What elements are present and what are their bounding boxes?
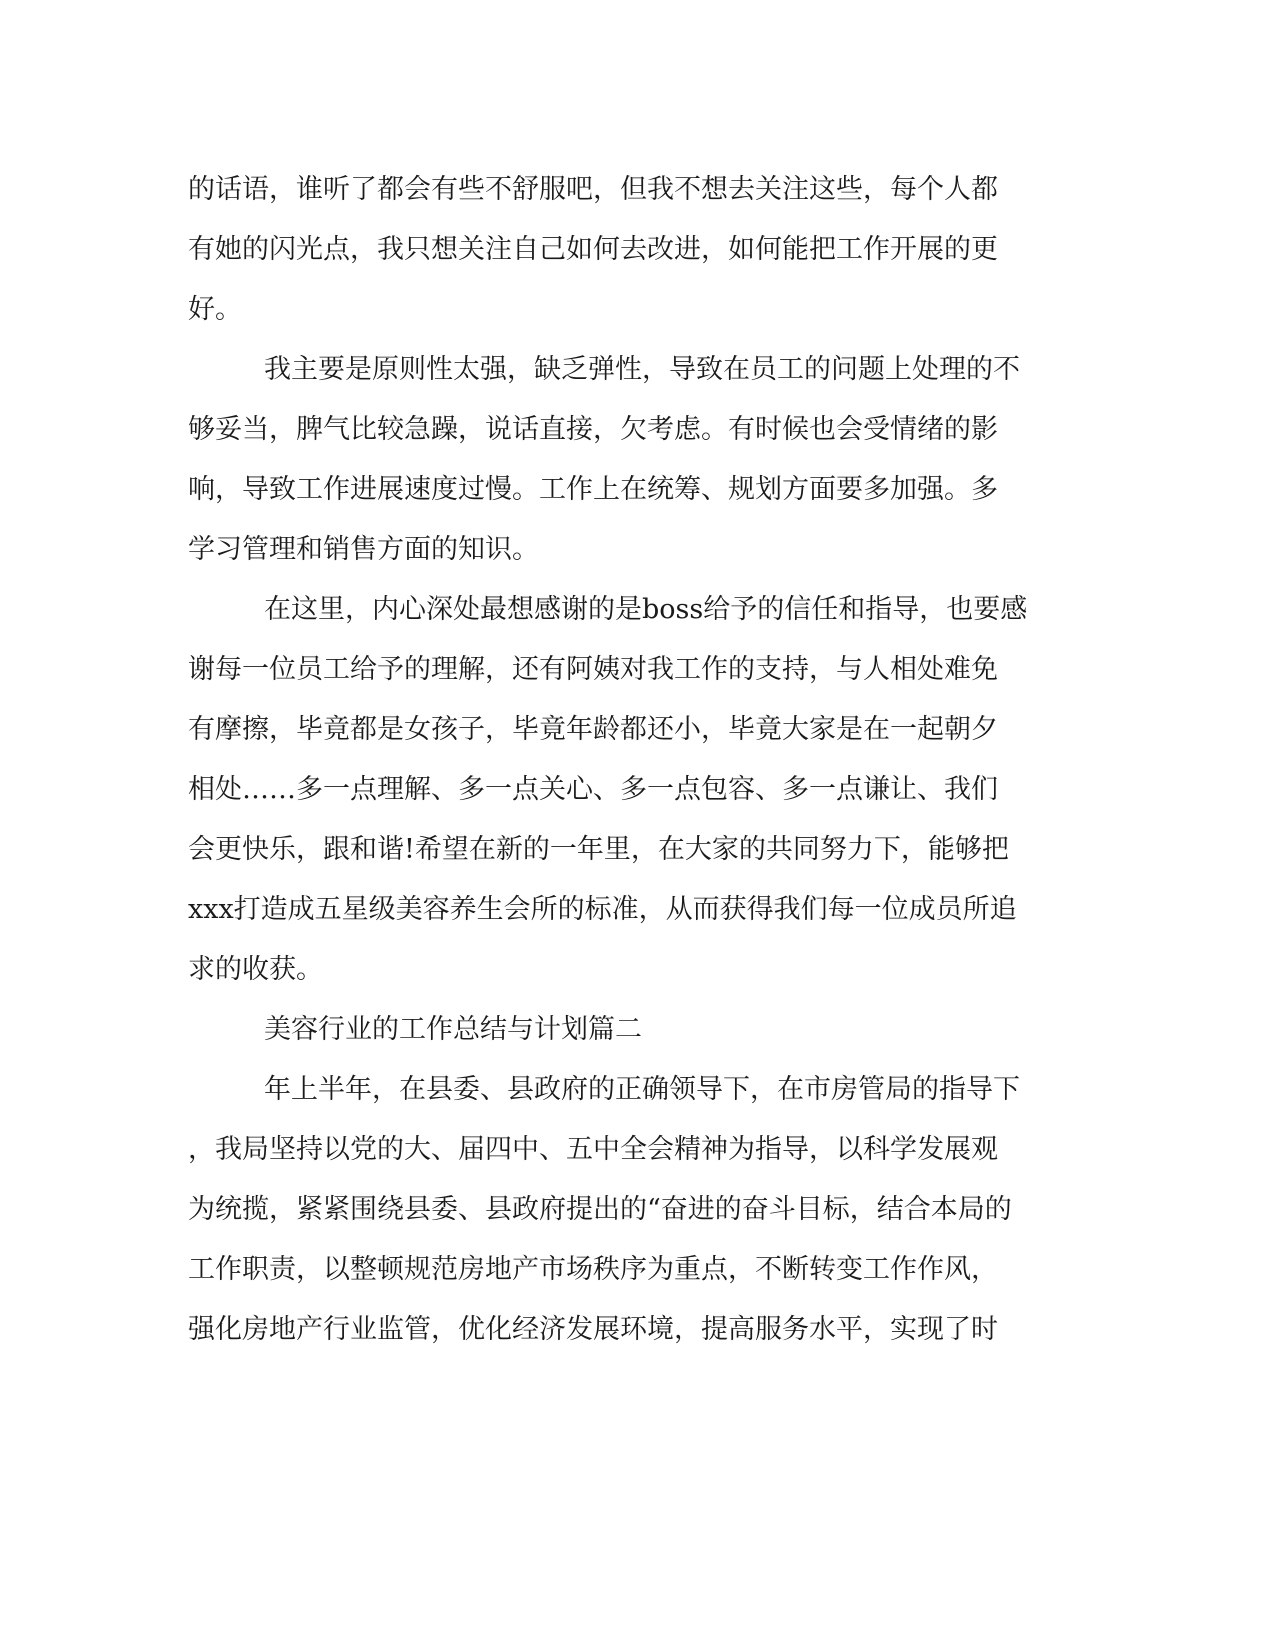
text-line: 工作职责，以整顿规范房地产市场秩序为重点，不断转变工作作风，: [188, 1254, 998, 1285]
text-line: 谢每一位员工给予的理解，还有阿姨对我工作的支持，与人相处难免: [188, 654, 998, 685]
text-line: 为统揽，紧紧围绕县委、县政府提出的“奋进的奋斗目标，结合本局的: [188, 1194, 1012, 1225]
text-line: 好。: [188, 294, 242, 325]
text-line: 年上半年，在县委、县政府的正确领导下，在市房管局的指导下: [264, 1074, 1020, 1105]
document-body: [188, 160, 1078, 1360]
section-heading: 美容行业的工作总结与计划篇二: [264, 1014, 642, 1045]
text-line: 响，导致工作进展速度过慢。工作上在统筹、规划方面要多加强。多: [188, 474, 998, 505]
text-line: 强化房地产行业监管，优化经济发展环境，提高服务水平，实现了时: [188, 1314, 998, 1345]
text-line: 学习管理和销售方面的知识。: [188, 534, 539, 565]
text-line: 相处……多一点理解、多一点关心、多一点包容、多一点谦让、我们: [188, 774, 998, 805]
text-line: 有摩擦，毕竟都是女孩子，毕竟年龄都还小，毕竟大家是在一起朝夕: [188, 714, 998, 745]
text-line: 有她的闪光点，我只想关注自己如何去改进，如何能把工作开展的更: [188, 234, 998, 265]
text-line: 够妥当，脾气比较急躁，说话直接，欠考虑。有时候也会受情绪的影: [188, 414, 998, 445]
text-line: 的话语，谁听了都会有些不舒服吧，但我不想去关注这些，每个人都: [188, 174, 998, 205]
text-line: xxx打造成五星级美容养生会所的标准，从而获得我们每一位成员所追: [188, 894, 1017, 925]
text-line: ，我局坚持以党的大、届四中、五中全会精神为指导，以科学发展观: [188, 1134, 998, 1165]
text-line: 在这里，内心深处最想感谢的是boss给予的信任和指导，也要感: [264, 594, 1028, 625]
text-line: 我主要是原则性太强，缺乏弹性，导致在员工的问题上处理的不: [264, 354, 1020, 385]
text-line: 会更快乐，跟和谐!希望在新的一年里，在大家的共同努力下，能够把: [188, 834, 1009, 865]
text-line: 求的收获。: [188, 954, 323, 985]
